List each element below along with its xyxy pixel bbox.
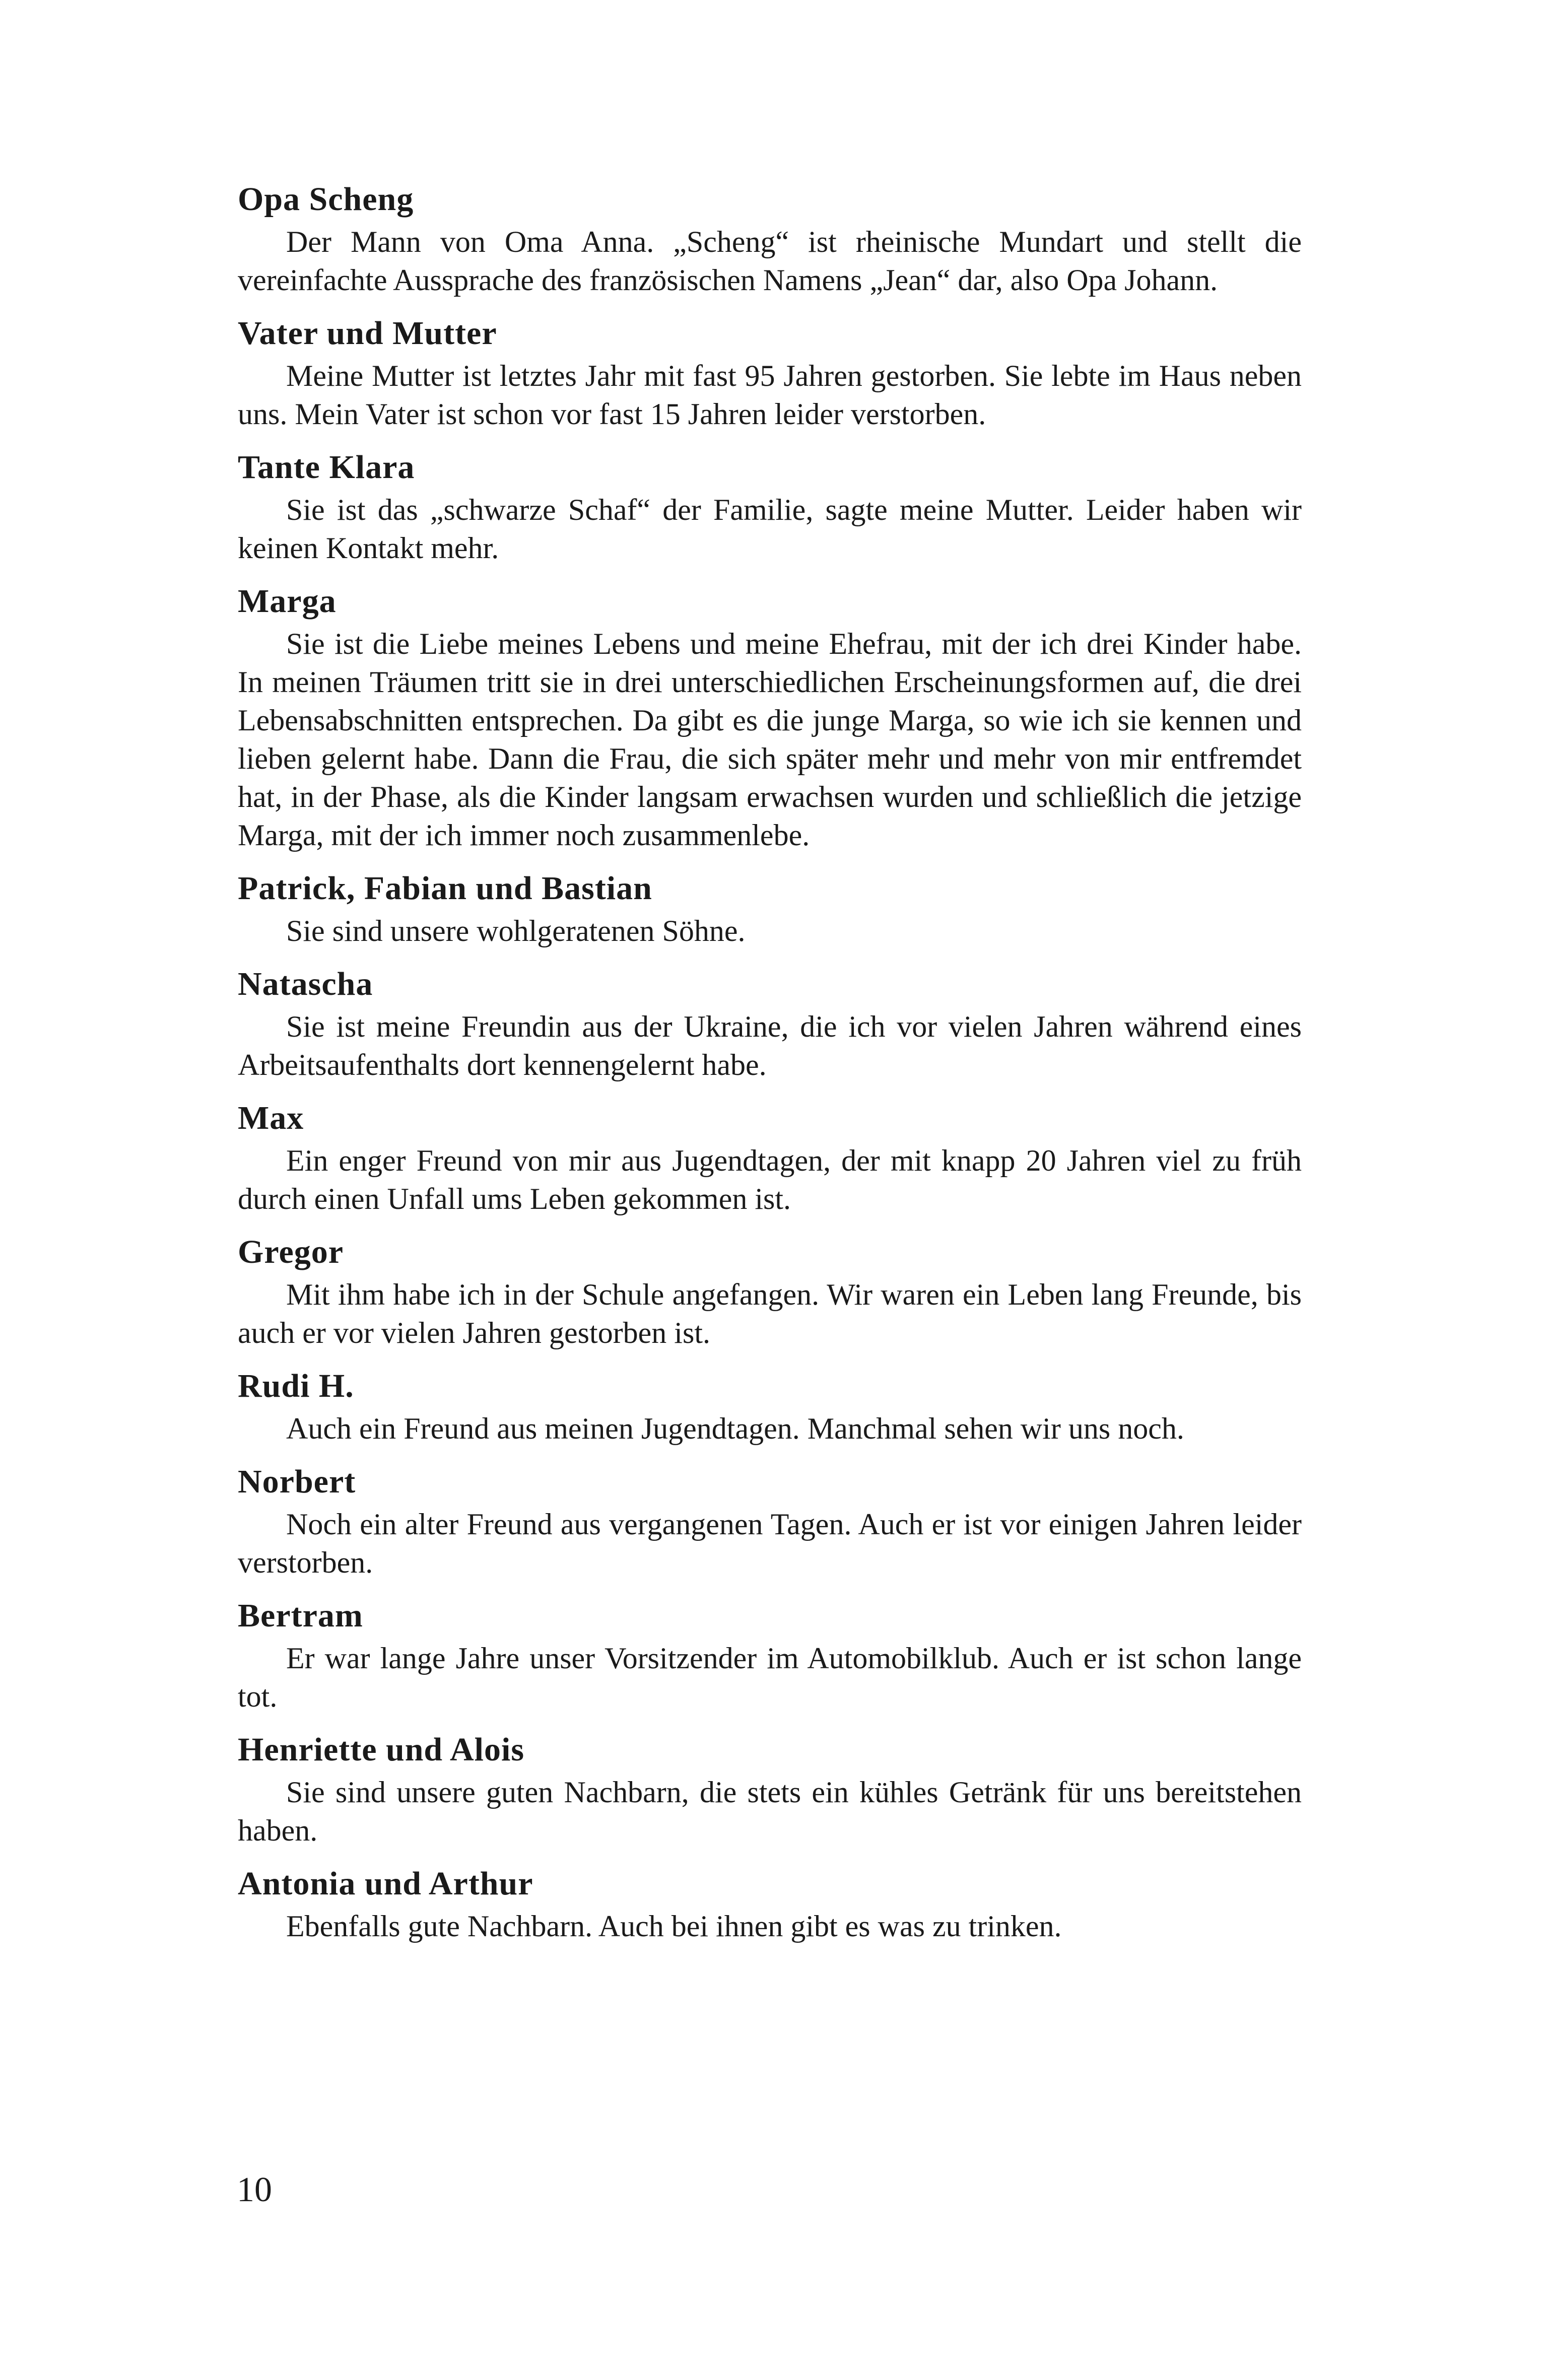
entry-vater-und-mutter: [238, 310, 1302, 433]
entry-body: Sie ist das „schwarze Schaf“ der Familie, sagte meine Mutter. Leider haben wir keinen Kontakt mehr.: [238, 493, 1302, 565]
entry-title: Natascha: [238, 966, 373, 1002]
entry-title: Henriette und Alois: [238, 1731, 525, 1768]
entry-title: Patrick, Fabian und Bastian: [238, 870, 652, 907]
entry-title: Rudi H.: [238, 1368, 354, 1404]
page-number: 10: [237, 2170, 272, 2209]
entry-body: Sie ist meine Freundin aus der Ukraine, die ich vor vielen Jahren während eines Arbeitsaufenthalts dort kennengelernt habe.: [238, 1010, 1302, 1081]
entry-body: Ebenfalls gute Nachbarn. Auch bei ihnen gibt es was zu trinken.: [286, 1910, 1062, 1943]
entry-gregor: [238, 1229, 1302, 1352]
entry-body: Ein enger Freund von mir aus Jugendtagen, der mit knapp 20 Jahren viel zu früh durch einen Unfall ums Leben gekommen ist.: [238, 1144, 1302, 1215]
entry-rudi-h: [238, 1363, 1302, 1448]
entry-body: Sie ist die Liebe meines Lebens und meine Ehefrau, mit der ich drei Kinder habe. In meinen Träumen tritt sie in drei unterschiedlichen Erscheinungsformen auf, die drei Lebensabschnitten entsprechen. Da gibt es die junge Marga, so wie ich sie kennen und lieben gelernt habe. Dann die Frau, die sich später mehr und mehr von mir entfremdet hat, in der Phase, als die Kinder langsam erwachsen wurden und schließlich die jetzige Marga, mit der ich immer noch zusammenlebe.: [238, 627, 1302, 852]
entry-natascha: [238, 961, 1302, 1084]
entry-title: Vater und Mutter: [238, 315, 497, 352]
entry-title: Bertram: [238, 1597, 363, 1634]
character-list: [238, 176, 1302, 1956]
entry-title: Opa Scheng: [238, 181, 414, 218]
entry-bertram: [238, 1593, 1302, 1716]
entry-title: Antonia und Arthur: [238, 1865, 533, 1902]
entry-body: Sie sind unsere wohlgeratenen Söhne.: [286, 914, 746, 947]
entry-tante-klara: [238, 444, 1302, 567]
entry-body: Er war lange Jahre unser Vorsitzender im Automobilklub. Auch er ist schon lange tot.: [238, 1642, 1302, 1713]
entry-opa-scheng: [238, 176, 1302, 299]
entry-patrick-fabian-bastian: [238, 865, 1302, 950]
entry-antonia-und-arthur: [238, 1861, 1302, 1945]
entry-title: Marga: [238, 583, 337, 620]
entry-norbert: [238, 1459, 1302, 1582]
entry-title: Gregor: [238, 1234, 344, 1270]
entry-max: [238, 1095, 1302, 1218]
entry-body: Noch ein alter Freund aus vergangenen Tagen. Auch er ist vor einigen Jahren leider verstorben.: [238, 1508, 1302, 1579]
entry-body: Meine Mutter ist letztes Jahr mit fast 95 Jahren gestorben. Sie lebte im Haus neben uns. Mein Vater ist schon vor fast 15 Jahren leider verstorben.: [238, 359, 1302, 431]
entry-marga: [238, 578, 1302, 854]
entry-body: Mit ihm habe ich in der Schule angefangen. Wir waren ein Leben lang Freunde, bis auch er vor vielen Jahren gestorben ist.: [238, 1278, 1302, 1349]
entry-title: Norbert: [238, 1463, 356, 1500]
entry-henriette-und-alois: [238, 1727, 1302, 1850]
entry-body: Auch ein Freund aus meinen Jugendtagen. Manchmal sehen wir uns noch.: [286, 1412, 1184, 1445]
entry-body: Der Mann von Oma Anna. „Scheng“ ist rheinische Mundart und stellt die vereinfachte Aussprache des französischen Namens „Jean“ dar, also Opa Johann.: [238, 225, 1302, 297]
entry-title: Tante Klara: [238, 449, 415, 486]
entry-title: Max: [238, 1100, 304, 1136]
entry-body: Sie sind unsere guten Nachbarn, die stets ein kühles Getränk für uns bereitstehen haben.: [238, 1776, 1302, 1847]
